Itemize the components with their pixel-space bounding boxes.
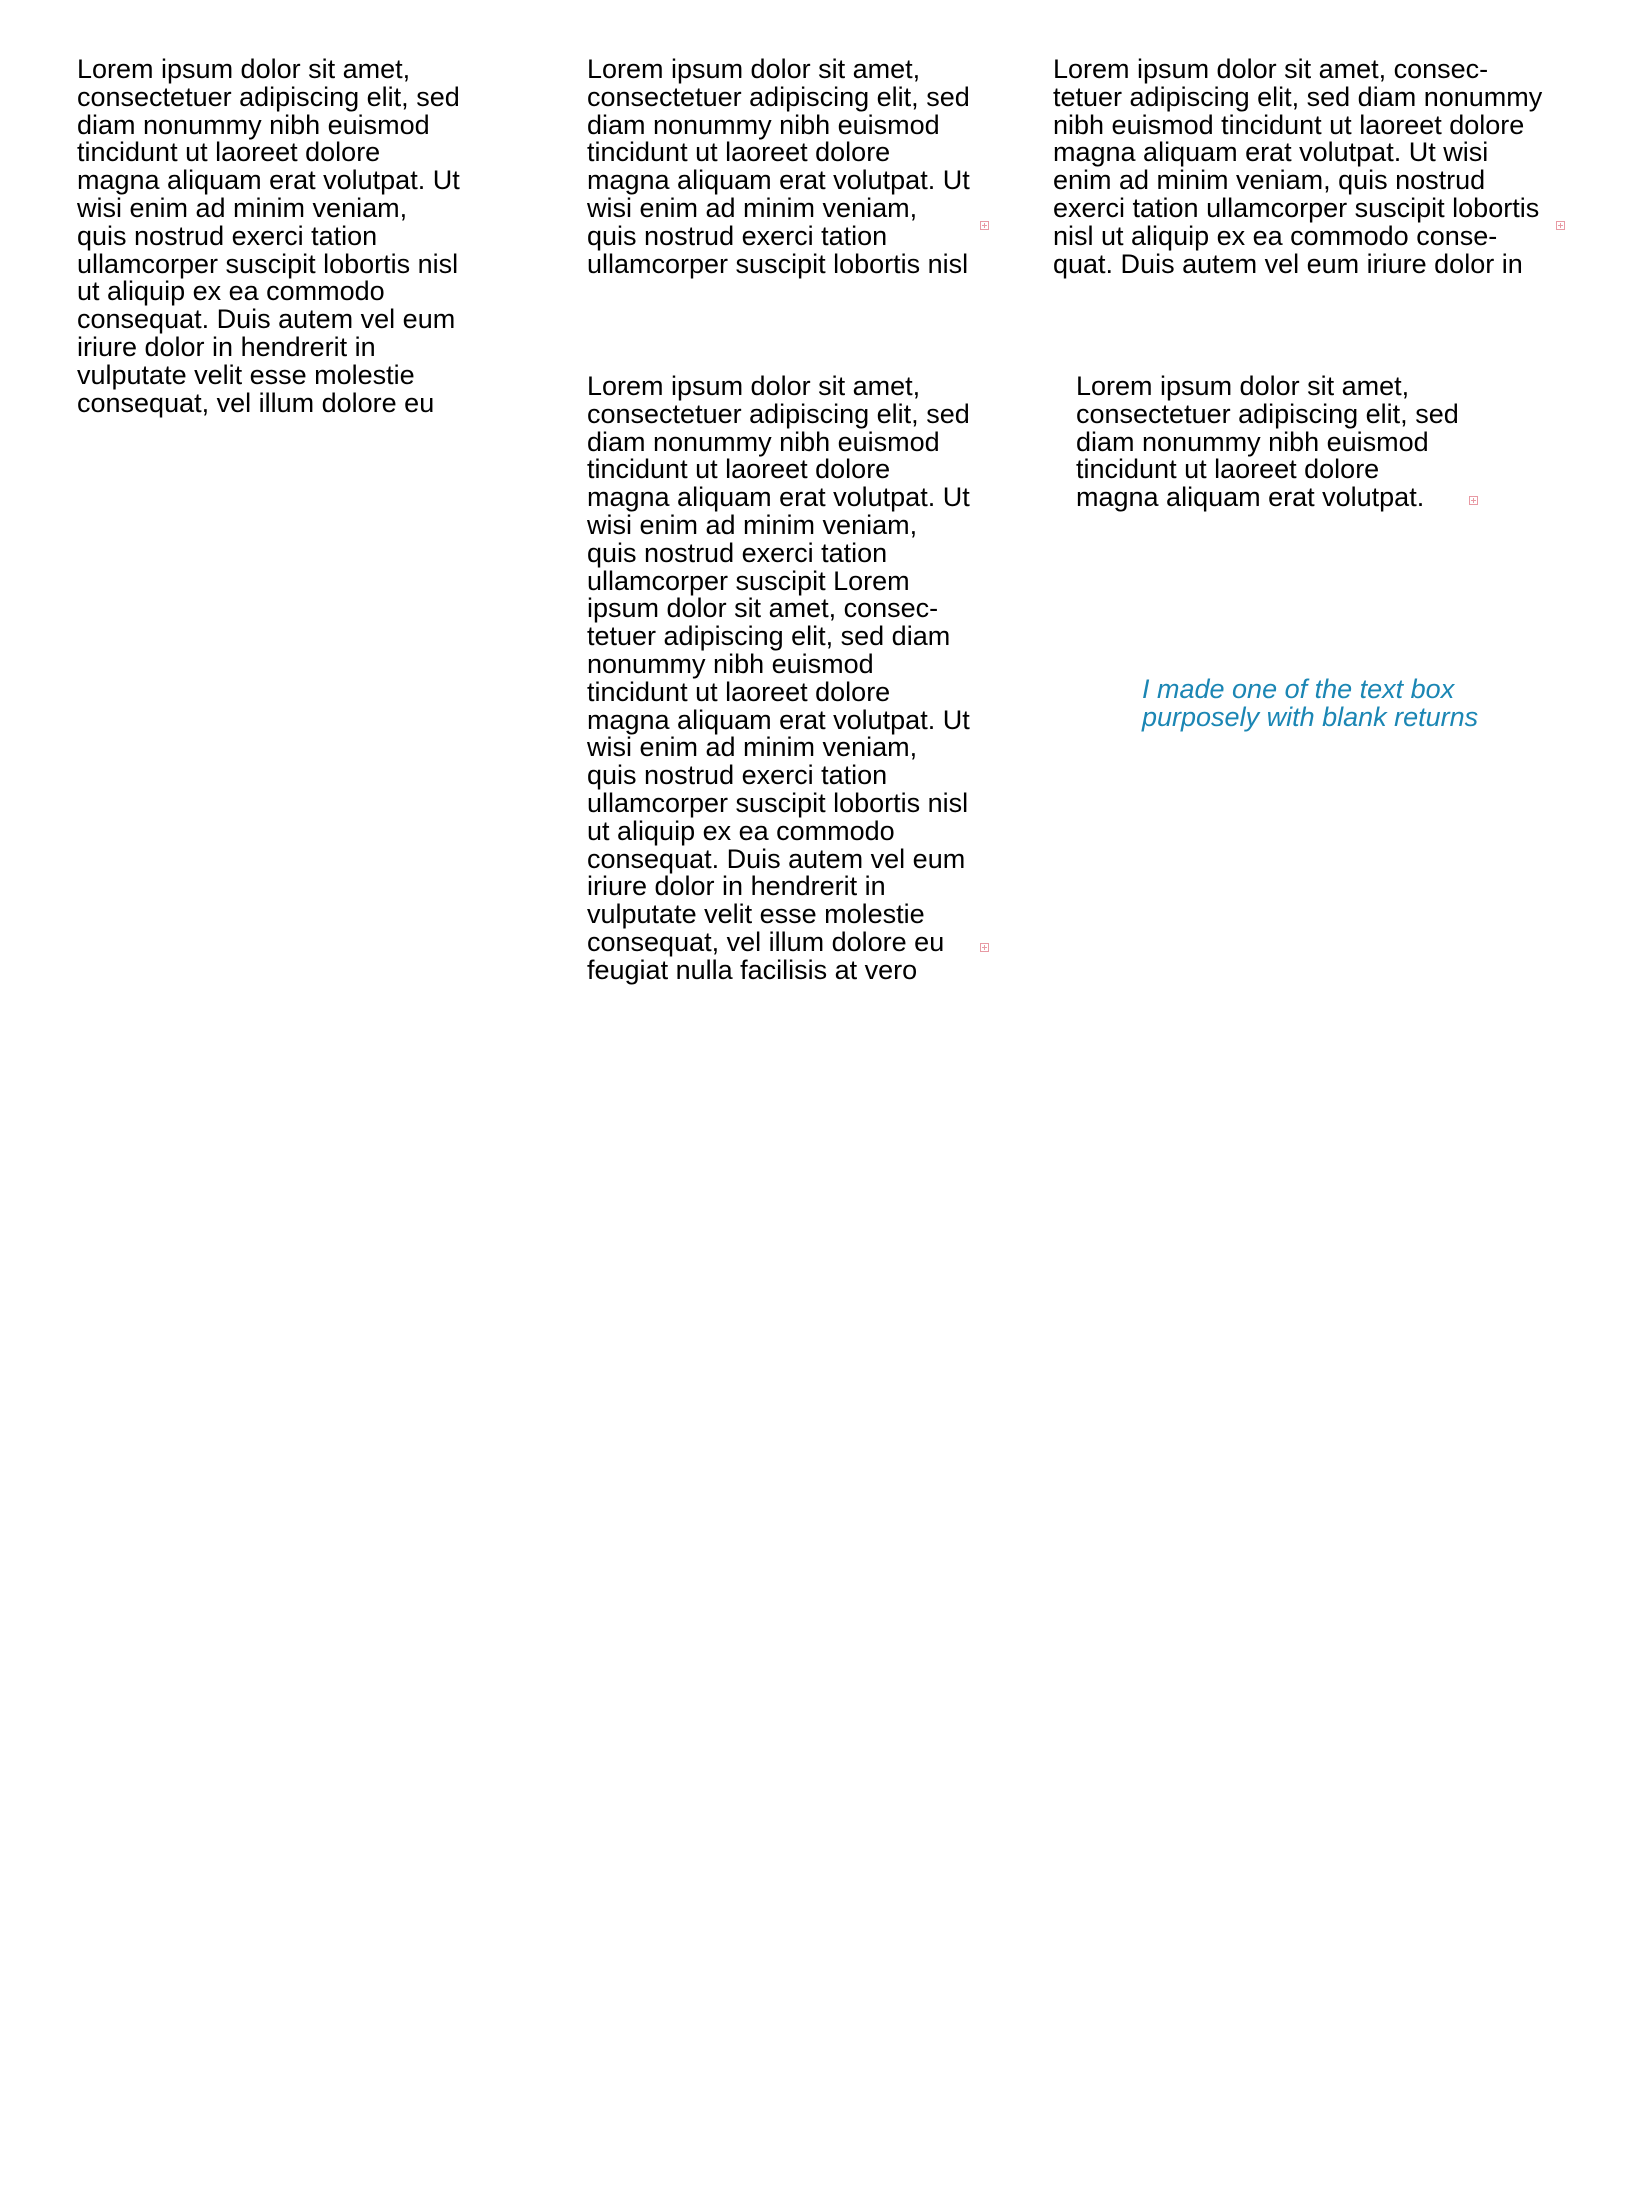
column-3-bottom-text-box[interactable]: Lorem ipsum dolor sit amet, consectetuer adipiscing elit, sed diam nonummy nibh euismod tincidunt ut laoreet dolore magna aliquam erat volutpat. — [1076, 371, 1459, 513]
column-1-text-box[interactable]: Lorem ipsum dolor sit amet, consectetuer adipiscing elit, sed diam nonummy nibh euismod tincidunt ut laoreet dolore magna aliquam erat volutpat. Ut wisi enim ad minim veniam, quis nostrud exerci tation ullamcorper suscipit lobortis nisl ut aliquip ex ea commodo consequat. Duis autem vel eum iriure dolor in hendrerit in vulputate velit esse molestie consequat, vel illum dolore eu — [77, 54, 460, 418]
overflow-plus-icon[interactable] — [1556, 221, 1565, 230]
overflow-plus-icon[interactable] — [980, 943, 989, 952]
column-2-top-text-box[interactable]: Lorem ipsum dolor sit amet, consectetuer adipiscing elit, sed diam nonummy nibh euismod tincidunt ut laoreet dolore magna aliquam erat volutpat. Ut wisi enim ad minim veniam, quis nostrud exerci tation ullamcorper suscipit lobortis nisl — [587, 54, 970, 279]
annotation-note: I made one of the text box purposely with blank returns — [1142, 674, 1479, 732]
overflow-plus-icon[interactable] — [980, 221, 989, 230]
column-2-bottom-text-box[interactable]: Lorem ipsum dolor sit amet, consectetuer adipiscing elit, sed diam nonummy nibh euismod tincidunt ut laoreet dolore magna aliquam erat volutpat. Ut wisi enim ad minim veniam, quis nostrud exerci tation ullamcorper suscipit Lorem ipsum dolor sit amet, consec- tetuer adipiscing elit, sed diam nonummy nibh euismod tincidunt ut laoreet dolore magna aliquam erat volutpat. Ut wisi enim ad minim veniam, quis nostrud exerci tation ullamcorper suscipit lobortis nisl ut aliquip ex ea commodo consequat. Duis autem vel eum iriure dolor in hendrerit in vulputate velit esse molestie consequat, vel illum dolore eu feugiat nulla facilisis at vero — [587, 371, 970, 985]
column-3-top-text-box[interactable]: Lorem ipsum dolor sit amet, consec- tetuer adipiscing elit, sed diam nonummy nibh euismod tincidunt ut laoreet dolore magna aliquam erat volutpat. Ut wisi enim ad minim veniam, quis nostrud exerci tation ullamcorper suscipit lobortis nisl ut aliquip ex ea commodo conse- quat. Duis autem vel eum iriure dolor in — [1053, 54, 1543, 279]
overflow-plus-icon[interactable] — [1469, 496, 1478, 505]
